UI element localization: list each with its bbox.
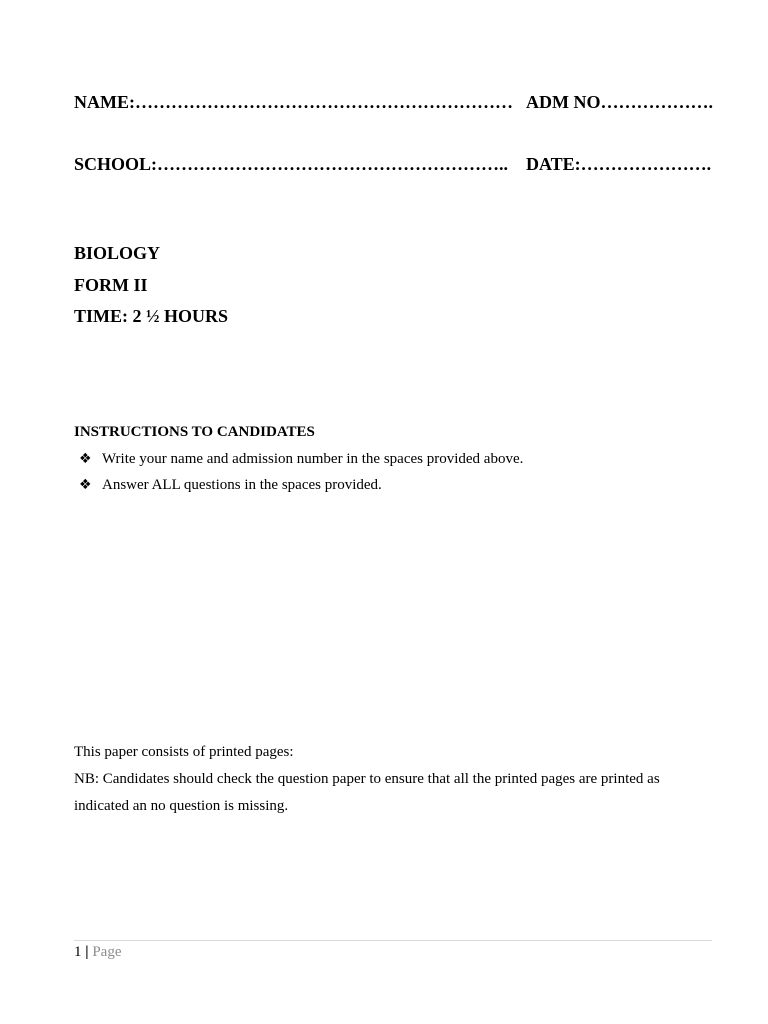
instructions-list [74,446,714,498]
instruction-text: Write your name and admission number in the spaces provided above. [102,451,524,467]
page-separator: | [85,944,89,960]
adm-no-field[interactable]: ADM NO………………. [526,92,713,112]
instructions-section [74,423,714,498]
time-allowed: TIME: 2 ½ HOURS [74,306,229,326]
instruction-text: Answer ALL questions in the spaces provided. [102,477,382,493]
date-field[interactable]: DATE:…………………. [526,154,712,174]
page-number: 1 [74,944,82,960]
school-field[interactable]: SCHOOL:………………………………………………….. [74,154,509,174]
pages-count-note: This paper consists of printed pages: [74,744,294,760]
diamond-bullet-icon: ❖ [79,477,92,493]
paper-notes [74,739,702,820]
page-footer [74,940,712,961]
form-title: FORM II [74,274,148,295]
subject-title: BIOLOGY [74,243,161,263]
instruction-item [74,472,714,498]
nb-note: NB: Candidates should check the question paper to ensure that all the printed pages are printed as indicated an no question is missing. [74,771,660,814]
diamond-bullet-icon: ❖ [79,451,92,467]
name-field[interactable]: NAME:……………………………………………………… [74,92,513,112]
exam-title-block [74,238,228,333]
instructions-heading: INSTRUCTIONS TO CANDIDATES [74,424,315,440]
page-label: Page [92,944,122,960]
instruction-item [74,446,714,472]
